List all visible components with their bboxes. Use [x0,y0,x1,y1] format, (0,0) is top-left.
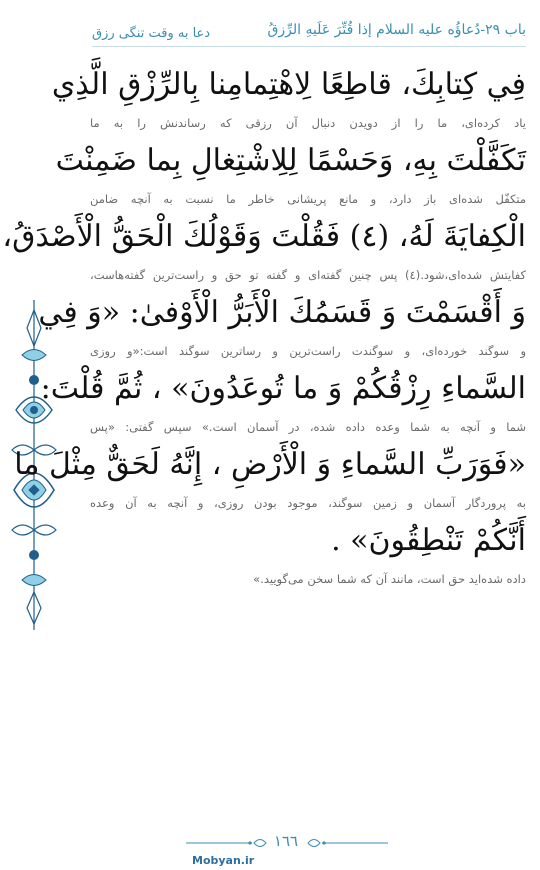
text-body [2,62,526,594]
translation-line: شما و آنچه به شما وعده داده شده، در آسمان است.» سپس گفتی: «پس [90,420,526,434]
translation-line: یاد کرده‌ای، ما را از دویدن دنبال آن رزقی که رساندنش را به ما [90,116,526,130]
translation-line: متکفّل شده‌ای باز دارد، و مانع پریشانی خاطر ما نسبت به آنچه ضامن [90,192,526,206]
arabic-line: الْكِفايَةَ لَهُ، (٤) فَقُلْتَ وَقَوْلُكَ الْحَقُّ الْأَصْدَقُ، [2,219,526,254]
section-title: دعا به وقت تنگی رزق [92,26,211,41]
page-footer [0,830,540,870]
chapter-title: باب ۲۹-دُعاؤُه علیه السلام إذا قُتِّرَ عَلَيهِ الرِّزقُ [267,22,526,38]
page-number: ١٦٦ [273,832,299,850]
translation-line: به پروردگار آسمان و زمین سوگند، موجود بودن روزی، و آنچه به آن وعده [90,496,526,510]
translation-line: کفایتش شده‌ای،شود.(٤) پس چنین گفته‌ای و گفته تو حق و راست‌ترین گفته‌هاست، [90,268,526,282]
arabic-line: السَّماءِ رِزْقُكُمْ وَ ما تُوعَدُونَ» ، ثُمَّ قُلْتَ: [40,371,526,406]
arabic-line: تَكَفَّلْتَ بِهِ، وَحَسْمًا لِلِاشْتِغالِ بِما ضَمِنْتَ [55,143,526,178]
translation-line: داده شده‌اید حق است، مانند آن که شما سخن می‌گویید.» [253,572,526,586]
footer-ornament-left-icon [186,836,268,850]
arabic-line: فِي كِتابِكَ، قاطِعًا لِاهْتِمامِنا بِالرِّزْقِ الَّذِي [51,67,526,102]
arabic-line: «فَوَرَبِّ السَّماءِ وَ الْأَرْضِ ، إِنَّهُ لَحَقٌّ مِثْلَ ما [14,447,526,482]
arabic-line: أَنَّكُمْ تَنْطِقُونَ» . [331,523,526,558]
translation-line: و سوگند خورده‌ای، و سوگندت راست‌ترین و رساترین سوگند است:«و روزی [90,344,526,358]
page-header [0,0,540,46]
site-brand-link[interactable]: Mobyan.ir [192,854,255,867]
footer-ornament-right-icon [306,836,388,850]
arabic-line: وَ أَقْسَمْتَ وَ قَسَمُكَ الْأَبَرُّ الْأَوْفىٰ: «وَ فِي [38,295,526,330]
header-divider [92,46,526,47]
